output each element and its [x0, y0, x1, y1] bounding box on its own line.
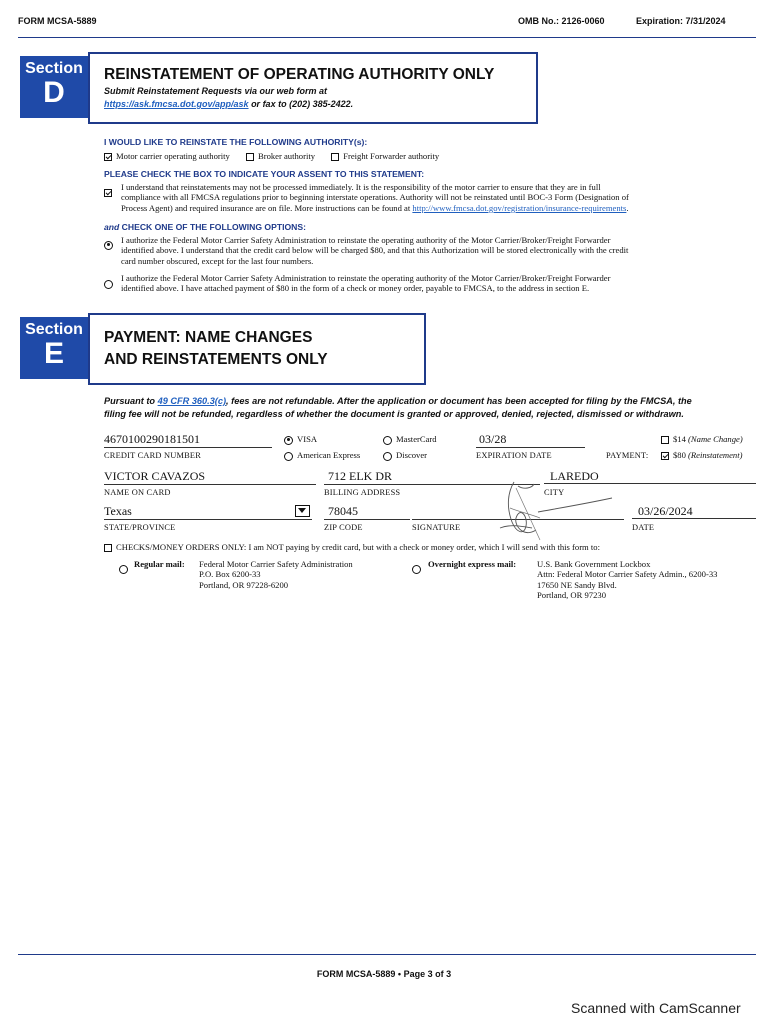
assent-line-2: compliance with all FMCSA regulations prior to beginning interstate operations. Authority will not be reinstated until BOC-3 Form (Designation of — [121, 192, 629, 203]
signature-label: SIGNATURE — [412, 523, 461, 532]
section-d-subtitle: Submit Reinstatement Requests via our web form at — [104, 86, 328, 96]
regular-mail-label: Regular mail: — [134, 559, 185, 569]
authority-option-motor-carrier[interactable]: Motor carrier operating authority — [104, 151, 230, 161]
checks-option[interactable]: CHECKS/MONEY ORDERS ONLY: I am NOT paying by credit card, but with a check or money order, which I will send with this form to: — [104, 542, 600, 552]
handwritten-signature — [480, 478, 630, 542]
section-e-tab-letter: E — [43, 337, 64, 370]
billing-address-field[interactable]: 712 ELK DR — [324, 469, 540, 485]
option-2-text: I authorize the Federal Motor Carrier Safety Administration to reinstate the operating authority of the Motor Carrier/Broker/Freight Forwarder identified above. I have attached payment of $80 in the form of a check or money order, payable to FMCSA, to the address in section E. — [121, 273, 611, 294]
billing-address-label: BILLING ADDRESS — [324, 488, 401, 497]
fax-text: or fax to (202) 385-2422. — [251, 99, 354, 109]
assent-line-3: Process Agent) and required insurance are on file. More instructions can be found at http://www.fmcsa.dot.gov/registration/insurance-requirements. — [121, 202, 629, 213]
assent-checkbox[interactable] — [104, 189, 112, 197]
name-on-card-label: NAME ON CARD — [104, 488, 171, 497]
web-form-link[interactable]: https://ask.fmcsa.dot.gov/app/ask — [104, 99, 249, 109]
overnight-mail-label: Overnight express mail: — [428, 559, 517, 569]
checkbox[interactable] — [104, 153, 112, 161]
assent-heading: PLEASE CHECK THE BOX TO INDICATE YOUR ASSENT TO THIS STATEMENT: — [104, 169, 425, 179]
pursuant-text: Pursuant to 49 CFR 360.3(c), fees are not refundable. After the application or document has been accepted for filing by the FMCSA, the filing fee will not be refunded, regardless of whether the document is granted or approved, denied, rejected, dismissed or withdrawn. — [104, 396, 692, 419]
options-heading: and CHECK ONE OF THE FOLLOWING OPTIONS: — [104, 222, 306, 232]
cfr-link[interactable]: 49 CFR 360.3(c) — [157, 396, 227, 406]
discover-radio[interactable] — [383, 452, 392, 461]
name-on-card-field[interactable]: VICTOR CAVAZOS — [104, 469, 316, 485]
section-e-title-box — [88, 313, 426, 385]
assent-statement — [121, 182, 761, 213]
checkbox[interactable] — [246, 153, 254, 161]
chevron-down-icon[interactable] — [295, 505, 310, 517]
overnight-mail-radio-wrap — [412, 560, 425, 578]
city-label: CITY — [544, 488, 565, 497]
card-type-visa[interactable]: VISA — [284, 434, 317, 445]
zip-label: ZIP CODE — [324, 523, 363, 532]
payment-label: PAYMENT: — [606, 451, 649, 460]
mastercard-radio[interactable] — [383, 436, 392, 445]
option-2-radio[interactable] — [104, 280, 113, 289]
footer-page-label: FORM MCSA-5889 • Page 3 of 3 — [316, 969, 452, 979]
expiration-label: EXPIRATION DATE — [476, 451, 552, 460]
card-type-discover[interactable]: Discover — [383, 450, 427, 461]
camscanner-watermark: Scanned with CamScanner — [571, 1000, 741, 1016]
date-label: DATE — [632, 523, 655, 532]
regular-mail-address: Federal Motor Carrier Safety Administration P.O. Box 6200-33 Portland, OR 97228-6200 — [199, 559, 353, 590]
form-id: FORM MCSA-5889 — [18, 16, 97, 26]
option-1-radio[interactable] — [104, 241, 113, 250]
authority-heading: I WOULD LIKE TO REINSTATE THE FOLLOWING AUTHORITY(s): — [104, 137, 368, 147]
option-2-radio-wrap — [104, 275, 117, 293]
omb-number: OMB No.: 2126-0060 — [518, 16, 605, 26]
fee-reinstatement[interactable]: $80 (Reinstatement) — [661, 450, 742, 460]
fee-name-change[interactable]: $14 (Name Change) — [661, 434, 743, 444]
card-number-label: CREDIT CARD NUMBER — [104, 451, 201, 460]
option-1-text: I authorize the Federal Motor Carrier Safety Administration to reinstate the operating authority of the Motor Carrier/Broker/Freight Forwarder identified above. I understand that the credit card below will be charged $80, and that this Authorization will be stored electronically with the credit card number obscured, except for the last four numbers. — [121, 235, 629, 266]
reinstatement-checkbox[interactable] — [661, 452, 669, 460]
expiration: Expiration: 7/31/2024 — [636, 16, 726, 26]
expiration-field[interactable]: 03/28 — [476, 432, 585, 448]
city-field[interactable]: LAREDO — [544, 469, 756, 484]
overnight-mail-address: U.S. Bank Government Lockbox Attn: Federal Motor Carrier Safety Admin., 6200-33 17650 NE Sandy Blvd. Portland, OR 97230 — [537, 559, 718, 601]
regular-mail-radio-wrap — [119, 560, 132, 578]
state-value: Texas — [104, 504, 132, 518]
authority-options — [104, 151, 439, 161]
section-d-tab — [20, 56, 88, 118]
footer-divider — [18, 954, 756, 955]
option-1-radio-wrap — [104, 236, 117, 254]
authority-option-freight-forwarder[interactable]: Freight Forwarder authority — [331, 151, 439, 161]
zip-field[interactable]: 78045 — [324, 504, 410, 520]
assent-line-1: I understand that reinstatements may not be processed immediately. It is the responsibility of the motor carrier to ensure that they are in full — [121, 182, 601, 192]
section-d-web-line — [104, 99, 353, 109]
state-select[interactable] — [104, 504, 312, 520]
overnight-mail-radio[interactable] — [412, 565, 421, 574]
insurance-requirements-link[interactable]: http://www.fmcsa.dot.gov/registration/insurance-requirements — [412, 202, 627, 213]
checks-checkbox[interactable] — [104, 544, 112, 552]
checkbox[interactable] — [331, 153, 339, 161]
card-number-field[interactable]: 4670100290181501 — [104, 432, 272, 448]
section-e-title-line-2: AND REINSTATEMENTS ONLY — [104, 351, 328, 368]
authority-option-broker[interactable]: Broker authority — [246, 151, 315, 161]
section-d-tab-word: Section — [25, 60, 83, 77]
state-label: STATE/PROVINCE — [104, 523, 176, 532]
assent-checkbox-wrap — [104, 184, 116, 202]
regular-mail-radio[interactable] — [119, 565, 128, 574]
card-type-mastercard[interactable]: MasterCard — [383, 434, 437, 445]
card-type-amex[interactable]: American Express — [284, 450, 360, 461]
name-change-checkbox[interactable] — [661, 436, 669, 444]
section-e-tab — [20, 317, 88, 379]
header-divider — [18, 37, 756, 38]
section-e-title-line-1: PAYMENT: NAME CHANGES — [104, 329, 313, 346]
visa-radio[interactable] — [284, 436, 293, 445]
section-e-tab-word: Section — [25, 321, 83, 338]
amex-radio[interactable] — [284, 452, 293, 461]
section-d-tab-letter: D — [43, 76, 65, 109]
section-d-title: REINSTATEMENT OF OPERATING AUTHORITY ONLY — [104, 66, 495, 83]
date-field[interactable]: 03/26/2024 — [632, 504, 756, 519]
